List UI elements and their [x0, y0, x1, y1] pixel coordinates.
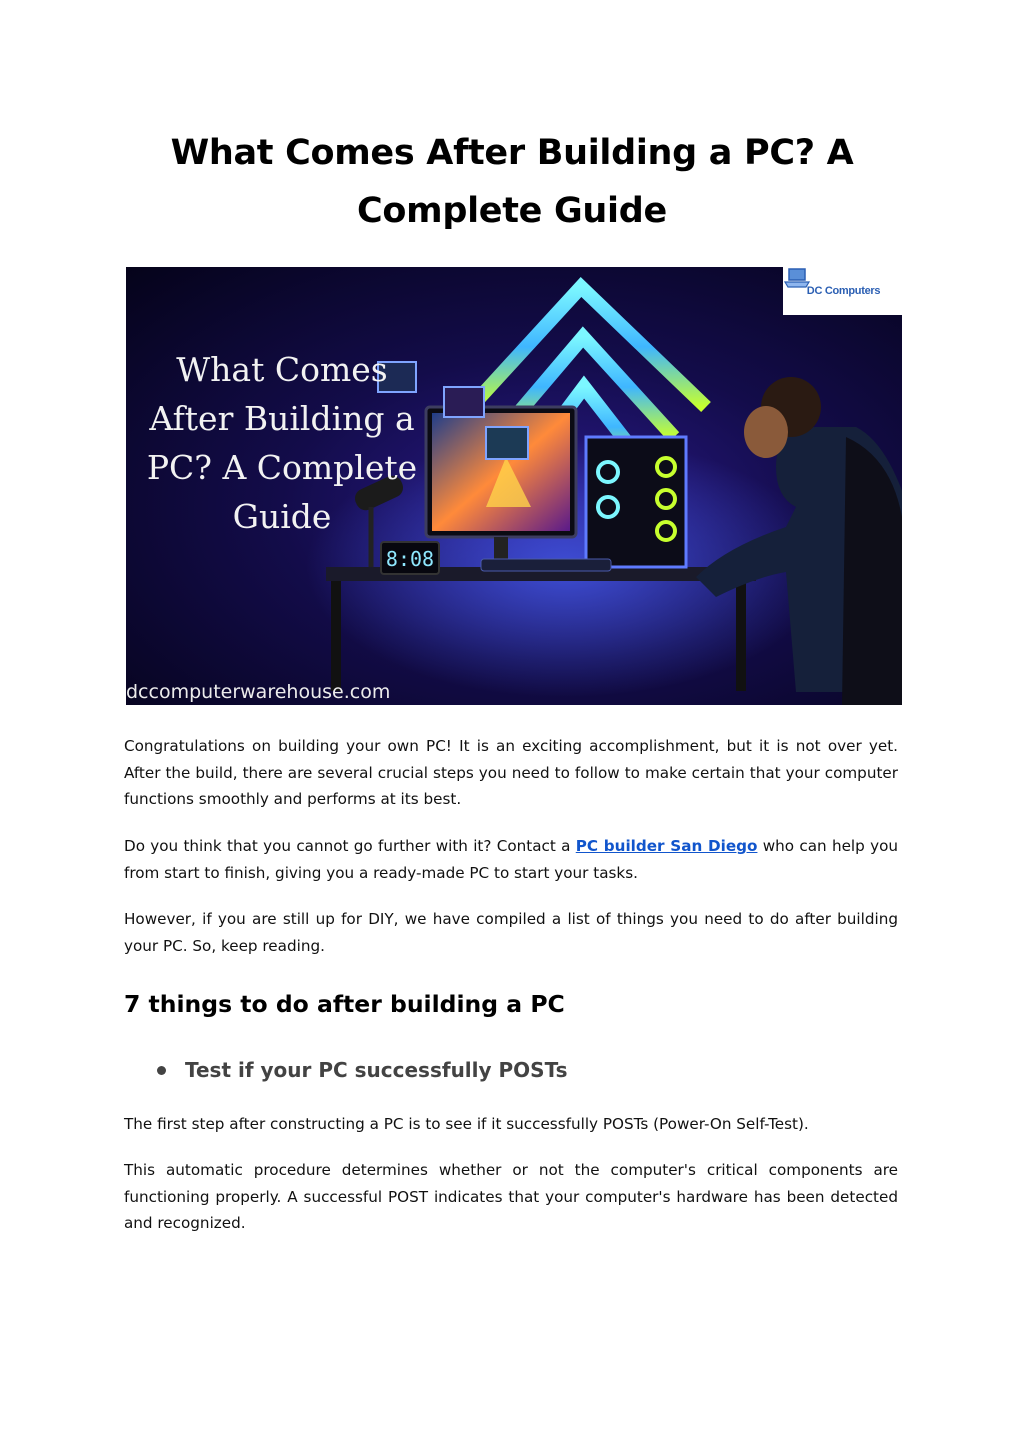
hero-image — [126, 267, 902, 705]
page-title: What Comes After Building a PC? A Complete Guide — [170, 133, 854, 231]
section-heading: 7 things to do after building a PC — [124, 990, 565, 1018]
intro-paragraph: Congratulations on building your own PC! It is an exciting accomplishment, but it is not over yet. After the build, there are several crucial steps you need to follow to make certain that your computer functions smoothly and performs at its best. — [124, 737, 898, 809]
contact-text-before: Do you think that you cannot go further with it? Contact a — [124, 837, 576, 855]
brand-logo — [783, 267, 902, 315]
brand-logo-text: DC Computers — [806, 285, 881, 297]
bullet-heading — [157, 1058, 567, 1082]
hero-caption: What Comes After Building a PC? A Complete Guide — [146, 350, 418, 536]
bullet-icon — [157, 1066, 166, 1075]
hero-url: dccomputerwarehouse.com — [126, 681, 391, 703]
desk-clock — [381, 542, 439, 574]
diy-paragraph: However, if you are still up for DIY, we have compiled a list of things you need to do after building your PC. So, keep reading. — [124, 910, 898, 955]
laptop-icon — [783, 267, 811, 289]
contact-paragraph — [124, 833, 898, 886]
post-detail-paragraph: This automatic procedure determines whether or not the computer's critical components are functioning properly. A successful POST indicates that your computer's hardware has been detected and recognized. — [124, 1161, 898, 1233]
pc-builder-link[interactable]: PC builder San Diego — [575, 837, 758, 855]
pc-tower — [586, 437, 686, 567]
contact-text-after: who can help you from start to finish, giving you a ready-made PC to start your tasks. — [124, 837, 898, 882]
clock-digits: 8:08 — [385, 547, 435, 571]
post-intro-paragraph: The first step after constructing a PC is to see if it successfully POSTs (Power-On Self-Test). — [124, 1115, 809, 1133]
bullet-heading-text: Test if your PC successfully POSTs — [185, 1058, 568, 1082]
